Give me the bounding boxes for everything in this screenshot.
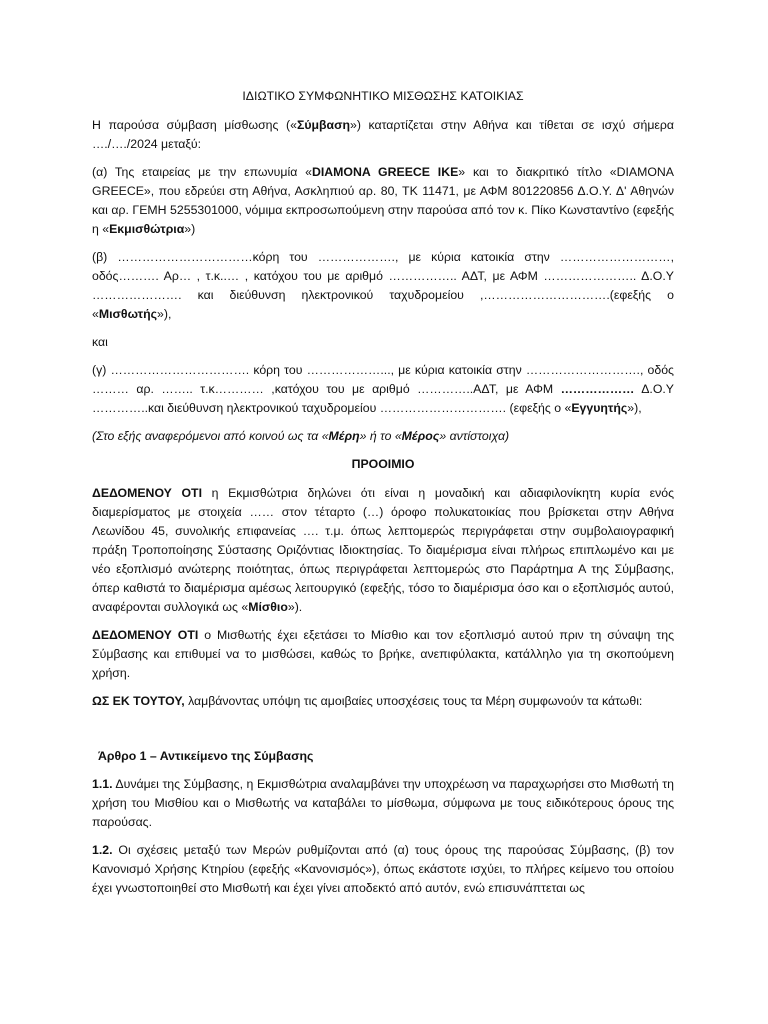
clause-1-1-number: 1.1. (92, 777, 113, 791)
parties-note (92, 427, 674, 446)
intro-term-contract: Σύμβαση (296, 118, 351, 132)
preamble-1-text-2: »). (287, 600, 303, 614)
party-b-text-1: (β) ……………………………κόρη του ………………., με κύρια κατοικία στην ………………………, οδός………. Αρ… , τ.κ..… , κατόχου του με αριθμό …………….. ΑΔΤ, με ΑΦΜ ………………….. Δ.Ο.Υ …………………. και διεύθυνση ηλεκτρονικού ταχυδρομείου ,………………………….(εφεξής ο « (92, 250, 674, 321)
and-paragraph: και (92, 335, 108, 349)
preamble-1-term: Μίσθιο (248, 600, 288, 614)
clause-1-2-number: 1.2. (92, 843, 113, 857)
party-c-paragraph (92, 361, 674, 418)
preamble-paragraph-1 (92, 484, 674, 617)
clause-1-2 (92, 841, 674, 898)
party-b-text-2: »), (157, 307, 172, 321)
party-a-term: Εκμισθώτρια (109, 222, 185, 236)
intro-text-2: ») καταρτίζεται στην Αθήνα και τίθεται σε ισχύ σήμερα …./…./2024 μεταξύ: (92, 118, 675, 151)
parties-note-text-3: » αντίστοιχα) (439, 429, 510, 443)
preamble-paragraph-3 (92, 692, 674, 711)
party-a-company-name: DIAMONA GREECE IKE (311, 165, 459, 179)
party-c-afm-dots: ……………… (560, 382, 635, 396)
preamble-2-text: ο Μισθωτής έχει εξετάσει το Μίσθιο και τον εξοπλισμό αυτού πριν τη σύναψη της Σύμβασης και επιθυμεί να το μισθώσει, καθώς το βρήκε, ανεπιφύλακτα, κατάλληλο για τη σκοπούμενη χρήση. (92, 628, 674, 680)
party-b-paragraph (92, 248, 674, 324)
preamble-3-text: λαμβάνοντας υπόψη τις αμοιβαίες υποσχέσεις τους τα Μέρη συμφωνούν τα κάτωθι: (184, 694, 643, 708)
parties-note-term-party: Μέρος (401, 429, 440, 443)
intro-paragraph (92, 116, 674, 154)
parties-note-text-1: (Στο εξής αναφερόμενοι από κοινού ως τα « (92, 429, 329, 443)
clause-1-1-text: Δυνάμει της Σύμβασης, η Εκμισθώτρια αναλαμβάνει την υποχρέωση να παραχωρήσει στο Μισθωτή τη χρήση του Μισθίου και ο Μισθωτής να καταβάλει το μίσθωμα, σύμφωνα με τους ειδικότερους όρους της παρούσας. (92, 777, 674, 829)
party-c-text-2: Δ.Ο.Υ …………..και διεύθυνση ηλεκτρονικού ταχυδρομείου …………………………. (εφεξής ο « (92, 382, 675, 415)
parties-note-term-parties: Μέρη (328, 429, 360, 443)
preamble-2-lead: ΔΕΔΟΜΕΝΟΥ ΟΤΙ (92, 628, 199, 642)
party-b-term: Μισθωτής (98, 307, 158, 321)
party-c-text-3: »), (627, 401, 642, 415)
document-title: ΙΔΙΩΤΙΚΟ ΣΥΜΦΩΝΗΤΙΚΟ ΜΙΣΘΩΣΗΣ ΚΑΤΟΙΚΙΑΣ (242, 89, 524, 103)
preamble-1-lead: ΔΕΔΟΜΕΝΟΥ ΟΤΙ (92, 486, 202, 500)
party-a-paragraph (92, 163, 674, 239)
party-a-text-2: » και το διακριτικό τίτλο «DIAMONA GREECE», που εδρεύει στη Αθήνα, Ασκληπιού αρ. 80, ΤΚ 11471, με ΑΦΜ 801220856 Δ.Ο.Υ. Δ' Αθηνών και αρ. ΓΕΜΗ 5255301000, νόμιμα εκπροσωπούμενη στην παρούσα από τον κ. Πίκο Κωνσταντίνο (εφεξής η « (92, 165, 674, 236)
party-a-text-1: (α) Της εταιρείας με την επωνυμία « (92, 165, 312, 179)
clause-1-1 (92, 775, 674, 832)
intro-text-1: Η παρούσα σύμβαση μίσθωσης (« (92, 118, 297, 132)
party-c-text-1: (γ) ……………………………. κόρη του ………………..., με κύρια κατοικία στην ………………………., οδός ……… αρ. …….. τ.κ………… ,κατόχου του με αριθμό …………..ΑΔΤ, με ΑΦΜ (92, 363, 674, 396)
preamble-heading: ΠΡΟΟΙΜΙΟ (351, 457, 415, 471)
party-a-text-3: ») (184, 222, 196, 236)
party-c-term: Εγγυητής (571, 401, 628, 415)
document-body (92, 87, 674, 907)
parties-note-text-2: » ή το « (359, 429, 402, 443)
preamble-3-lead: ΩΣ ΕΚ ΤΟΥΤΟΥ, (92, 694, 185, 708)
article-1-heading: Άρθρο 1 – Αντικείμενο της Σύμβασης (98, 749, 314, 763)
preamble-paragraph-2 (92, 626, 674, 683)
preamble-1-text-1: η Εκμισθώτρια δηλώνει ότι είναι η μοναδική και αδιαφιλονίκητη κυρία ενός διαμερίσματος με στοιχεία …… στον τέταρτο (…) όροφο πολυκατοικίας που βρίσκεται στην Αθήνα Λεωνίδου 45, συνολικής επιφανείας …. τ.μ. όπως λεπτομερώς περιγράφεται στην συμβολαιογραφική πράξη Τροποποίησης Σύστασης Οριζόντιας Ιδιοκτησίας. Το διαμέρισμα είναι πλήρως επιπλωμένο και με νέο εξοπλισμό ανώτερης ποιότητας, όπως περιγράφεται λεπτομερώς στο Παράρτημα Α της Σύμβασης, όπερ καθιστά το διαμέρισμα αμέσως λειτουργικό (εφεξής, τόσο το διαμέρισμα όσο και ο εξοπλισμός αυτού, αναφέρονται συλλογικά ως « (92, 486, 674, 614)
clause-1-2-text: Οι σχέσεις μεταξύ των Μερών ρυθμίζονται από (α) τους όρους της παρούσας Σύμβασης, (β) τον Κανονισμό Χρήσης Κτηρίου (εφεξής «Κανονισμός»), όπως εκάστοτε ισχύει, το πλήρες κείμενο του οποίου έχει γνωστοποιηθεί στο Μισθωτή και έχει γίνει αποδεκτό από αυτόν, ενώ επισυνάπτεται ως (92, 843, 674, 895)
